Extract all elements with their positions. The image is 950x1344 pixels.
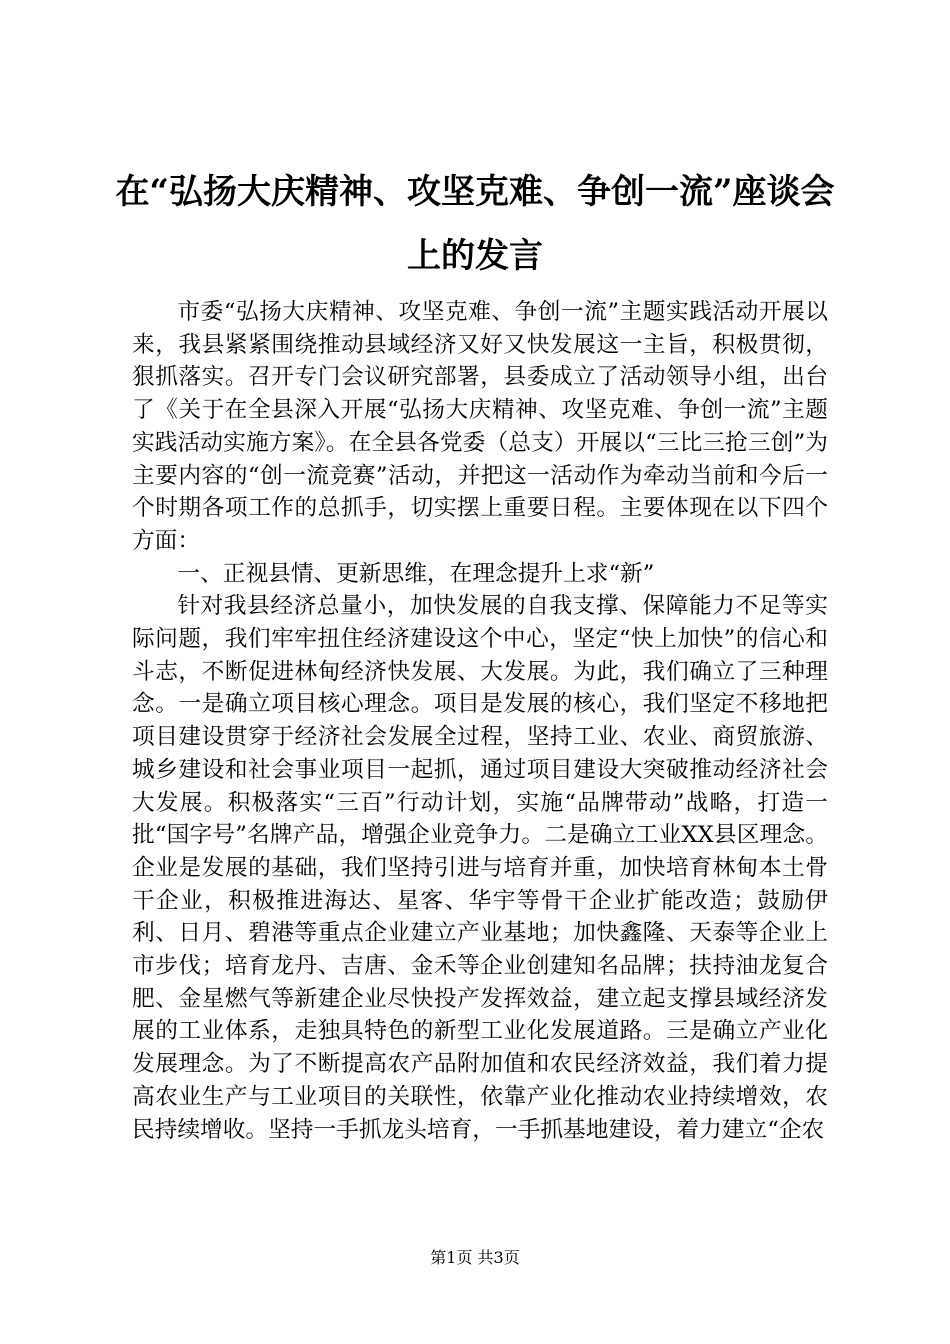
section-heading: 一、正视县情、更新思维，在理念提升上求“新”	[177, 560, 655, 587]
paragraph-section-one: 针对我县经济总量小，加快发展的自我支撑、保障能力不足等实际问题，我们牢牢扭住经济建设这个中心，坚定“快上加快”的信心和斗志，不断促进林甸经济快发展、大发展。为此，我们确立了三种理念。一是确立项目核心理念。项目是发展的核心，我们坚定不移地把项目建设贯穿于经济社会发展全过程，坚持工业、农业、商贸旅游、城乡建设和社会事业项目一起抓，通过项目建设大突破推动经济社会大发展。积极落实“三百”行动计划，实施“品牌带动”战略，打造一批“国字号”名牌产品，增强企业竞争力。二是确立工业XX县区理念。企业是发展的基础，我们坚持引进与培育并重，加快培育林甸本土骨干企业，积极推进海达、星客、华宇等骨干企业扩能改造；鼓励伊利、日月、碧港等重点企业建立产业基地；加快鑫隆、天泰等企业上市步伐；培育龙丹、吉唐、金禾等企业创建知名品牌；扶持油龙复合肥、金星燃气等新建企业尽快投产发挥效益，建立起支撑县域经济发展的工业体系，走独具特色的新型工业化发展道路。三是确立产业化发展理念。为了不断提高农产品附加值和农民经济效益，我们着力提高农业生产与工业项目的关联性，依靠产业化推动农业持续增效，农民持续增收。坚持一手抓龙头培育，一手抓基地建设，着力建立“企农	[132, 593, 828, 1143]
paragraph-intro: 市委“弘扬大庆精神、攻坚克难、争创一流”主题实践活动开展以来，我县紧紧围绕推动县域经济又好又快发展这一主旨，积极贯彻，狠抓落实。召开专门会议研究部署，县委成立了活动领导小组，出台了《关于在全县深入开展“弘扬大庆精神、攻坚克难、争创一流”主题实践活动实施方案》。在全县各党委（总支）开展以“三比三抢三创”为主要内容的“创一流竞赛”活动，并把这一活动作为牵动当前和今后一个时期各项工作的总抓手，切实摆上重要日程。主要体现在以下四个方面：	[132, 299, 828, 554]
page-number-footer: 第1页 共3页	[430, 1248, 520, 1267]
document-title: 在“弘扬大庆精神、攻坚克难、争创一流”座谈会上的发言	[115, 172, 835, 276]
document-body	[132, 296, 828, 1146]
